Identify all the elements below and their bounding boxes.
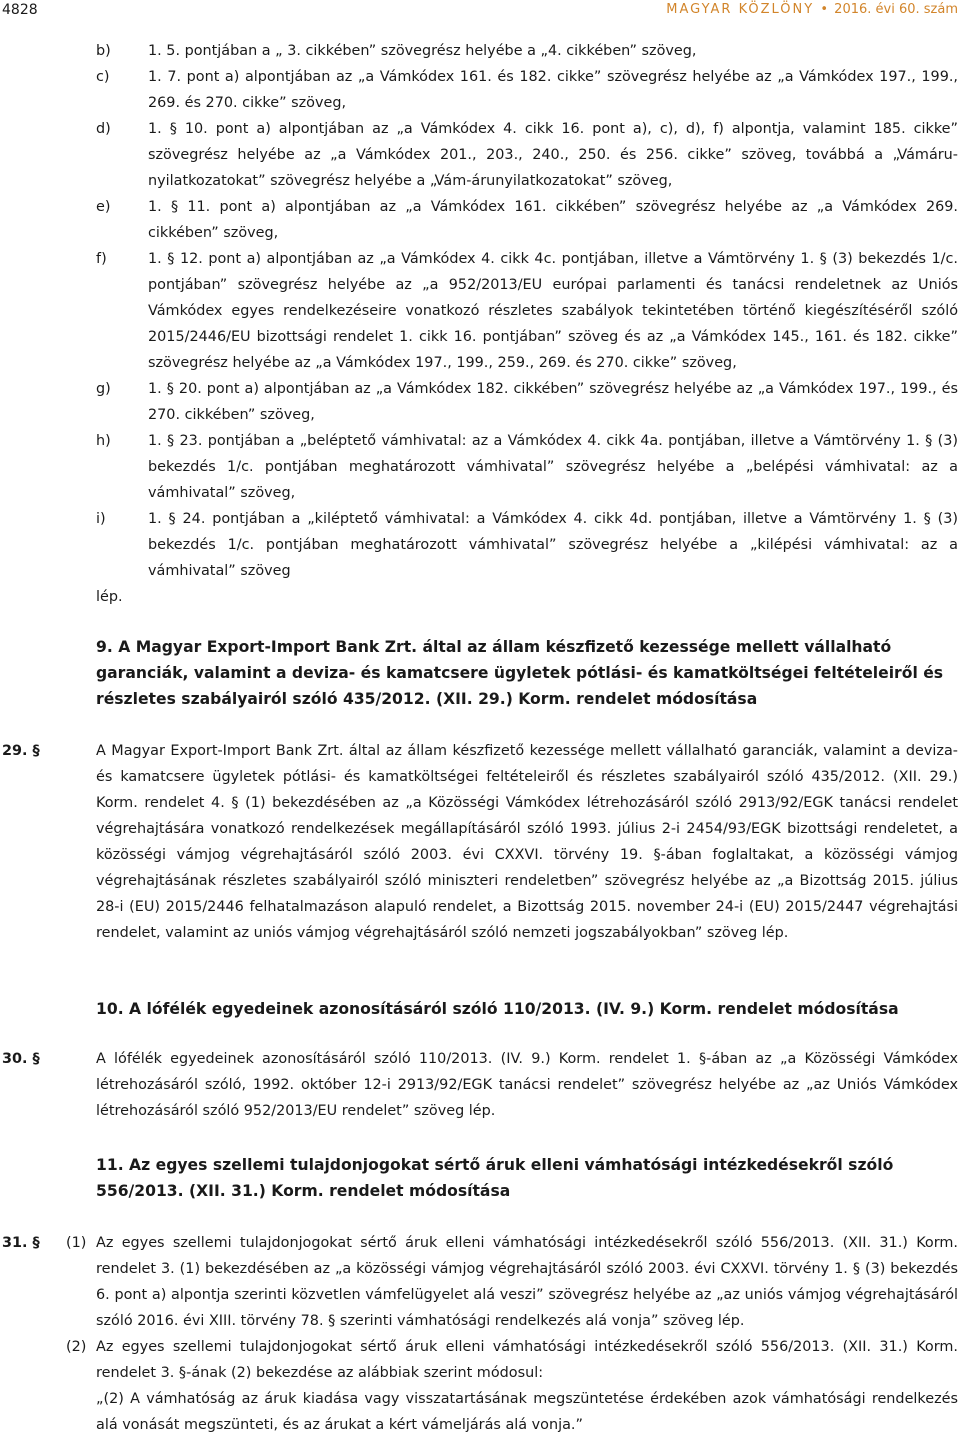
subsection-text: Az egyes szellemi tulajdonjogokat sértő áruk elleni vámhatósági intézkedésekről szóló 556/2013. (XII. 31.) Korm. rendelet 3. §-ának (2) bekezdése az alábbiak szerint módosul:	[96, 1339, 958, 1381]
page-number: 4828	[2, 2, 38, 18]
paragraph-number: 31. §	[2, 1235, 40, 1251]
item-label: i)	[96, 511, 106, 527]
list-item	[0, 246, 960, 376]
paragraph-number: 30. §	[2, 1051, 40, 1067]
section-heading-10: 10. A lófélék egyedeinek azonosításáról szóló 110/2013. (IV. 9.) Korm. rendelet módosítása	[96, 1000, 899, 1018]
item-label: g)	[96, 381, 111, 397]
section-heading-11: 11. Az egyes szellemi tulajdonjogokat sértő áruk elleni vámhatósági intézkedésekről szóló 556/2013. (XII. 31.) Korm. rendelet módosítása	[96, 1156, 894, 1200]
item-text: 1. § 12. pont a) alpontjában az „a Vámkódex 4. cikk 4c. pontjában, illetve a Vámtörvény 1. § (3) bekezdés 1/c. pontjában” szövegrész helyébe az „a 952/2013/EU európai parlamenti és tanácsi rendeletnek az Uniós Vámkódex egyes rendelkezéseire vonatkozó részletes szabályok tekintetében történő kiegészítéséről szóló 2015/2446/EU bizottsági rendelet 1. cikk 16. pontjában” szöveg és az „a Vámkódex 145., 161. és 182. cikke” szövegrész helyébe az „a Vámkódex 197., 199., 259., 269. és 270. cikke” szöveg,	[148, 251, 958, 371]
list-item	[0, 38, 960, 64]
paragraph-number: 29. §	[2, 743, 40, 759]
subsection-body	[96, 1334, 958, 1438]
subsection-label: (2)	[66, 1339, 87, 1355]
item-text: 1. § 20. pont a) alpontjában az „a Vámkódex 182. cikkében” szövegrész helyébe az „a Vámkódex 197., 199., és 270. cikkében” szöveg,	[148, 381, 958, 423]
list-item	[0, 116, 960, 194]
item-label: b)	[96, 43, 111, 59]
item-text: 1. § 23. pontjában a „beléptető vámhivatal: az a Vámkódex 4. cikk 4a. pontjában, illetve a Vámtörvény 1. § (3) bekezdés 1/c. pontjában meghatározott vámhivatal” szövegrész helyébe a „belépési vámhivatal: az a vámhivatal” szöveg,	[148, 433, 958, 501]
paragraph-29	[0, 738, 958, 946]
paragraph-text: A lófélék egyedeinek azonosításáról szóló 110/2013. (IV. 9.) Korm. rendelet 1. §-ában az „a Közösségi Vámkódex létrehozásáról szóló, 1992. október 12-i 2913/92/EGK tanácsi rendelet” szövegrész helyébe az „az Uniós Vámkódex létrehozásáról szóló 952/2013/EU rendelet” szöveg lép.	[96, 1051, 958, 1119]
journal-info	[666, 2, 958, 17]
section-heading-9: 9. A Magyar Export-Import Bank Zrt. által az állam készfizető kezessége mellett vállalható garanciák, valamint a deviza- és kamatcsere ügyletek pótlási- és kamatköltségei feltételeiről és részletes szabályairól szóló 435/2012. (XII. 29.) Korm. rendelet módosítása	[96, 638, 944, 708]
quoted-amendment: „(2) A vámhatóság az áruk kiadása vagy visszatartásának megszüntetése érdekében azok vámhatósági rendelkezés alá vonását megszünteti, és az árukat a kért vámeljárás alá vonja.”	[96, 1391, 958, 1433]
item-text: 1. § 10. pont a) alpontjában az „a Vámkódex 4. cikk 16. pont a), c), d), f) alpontja, valamint 185. cikke” szövegrész helyébe az „a Vámkódex 201., 203., 240., 250. és 256. cikke” szöveg, továbbá a „Vámáru-nyilatkozatokat” szövegrész helyébe a „Vám-árunyilatkozatokat” szöveg,	[148, 121, 958, 189]
item-label: e)	[96, 199, 111, 215]
item-label: h)	[96, 433, 111, 449]
paragraph-text: A Magyar Export-Import Bank Zrt. által az állam készfizető kezessége mellett vállalható garanciák, valamint a deviza- és kamatcsere ügyletek pótlási- és kamatköltségei feltételeiről és részletes szabályairól szóló 435/2012. (XII. 29.) Korm. rendelet 4. § (1) bekezdésében az „a Közösségi Vámkódex létrehozásáról szóló 2913/92/EGK tanácsi rendelet végrehajtására vonatkozó rendelkezések megállapításáról szóló 1993. július 2-i 2454/93/EGK bizottsági rendeletet, a közösségi vámjog végrehajtásáról szóló 2003. évi CXXVI. törvény 19. §-ában foglaltakat, a közösségi vámjog végrehajtásának részletes szabályairól szóló miniszteri rendeletben” szövegrész helyébe az „a Bizottság 2015. július 28-i (EU) 2015/2446 felhatalmazáson alapuló rendelet, a Bizottság 2015. november 24-i (EU) 2015/2447 végrehajtási rendelet, valamint az uniós vámjog végrehajtásáról szóló nemzeti jogszabályokban” szöveg lép.	[96, 743, 958, 941]
journal-title: MAGYAR KÖZLÖNY	[666, 2, 815, 17]
item-text: 1. 5. pontjában a „ 3. cikkében” szövegrész helyébe a „4. cikkében” szöveg,	[148, 43, 697, 59]
list-item	[0, 64, 960, 116]
list-item	[0, 428, 960, 506]
header-separator: •	[820, 2, 829, 17]
list-item	[0, 194, 960, 246]
paragraph-31-1	[0, 1230, 958, 1334]
lep-closing: lép.	[96, 589, 123, 605]
amendment-list	[0, 38, 960, 584]
paragraph-30	[0, 1046, 958, 1124]
item-label: c)	[96, 69, 110, 85]
page-header	[0, 2, 960, 24]
list-item	[0, 376, 960, 428]
item-label: f)	[96, 251, 107, 267]
paragraph-31-2	[0, 1334, 958, 1438]
issue-number: 2016. évi 60. szám	[834, 2, 958, 17]
subsection-label: (1)	[66, 1235, 87, 1251]
item-text: 1. § 24. pontjában a „kiléptető vámhivatal: a Vámkódex 4. cikk 4d. pontjában, illetve a Vámtörvény 1. § (3) bekezdés 1/c. pontjában meghatározott vámhivatal” szövegrész helyébe a „kilépési vámhivatal: az a vámhivatal” szöveg	[148, 511, 958, 579]
item-label: d)	[96, 121, 111, 137]
list-item	[0, 506, 960, 584]
item-text: 1. 7. pont a) alpontjában az „a Vámkódex 161. és 182. cikke” szövegrész helyébe az „a Vámkódex 197., 199., 269. és 270. cikke” szöveg,	[148, 69, 958, 111]
item-text: 1. § 11. pont a) alpontjában az „a Vámkódex 161. cikkében” szövegrész helyébe az „a Vámkódex 269. cikkében” szöveg,	[148, 199, 958, 241]
subsection-text: Az egyes szellemi tulajdonjogokat sértő áruk elleni vámhatósági intézkedésekről szóló 556/2013. (XII. 31.) Korm. rendelet 3. (1) bekezdésében az „a közösségi vámjog végrehajtásáról szóló 2003. évi CXXVI. törvény 1. § (3) bekezdés 6. pont a) alpontja szerinti közvetlen vámfelügyelet alá veszi” szövegrész helyébe az „az uniós vámjog végrehajtásáról szóló 2016. évi XIII. törvény 78. § szerinti vámhatósági rendelkezés alá vonja” szöveg lép.	[96, 1235, 958, 1329]
